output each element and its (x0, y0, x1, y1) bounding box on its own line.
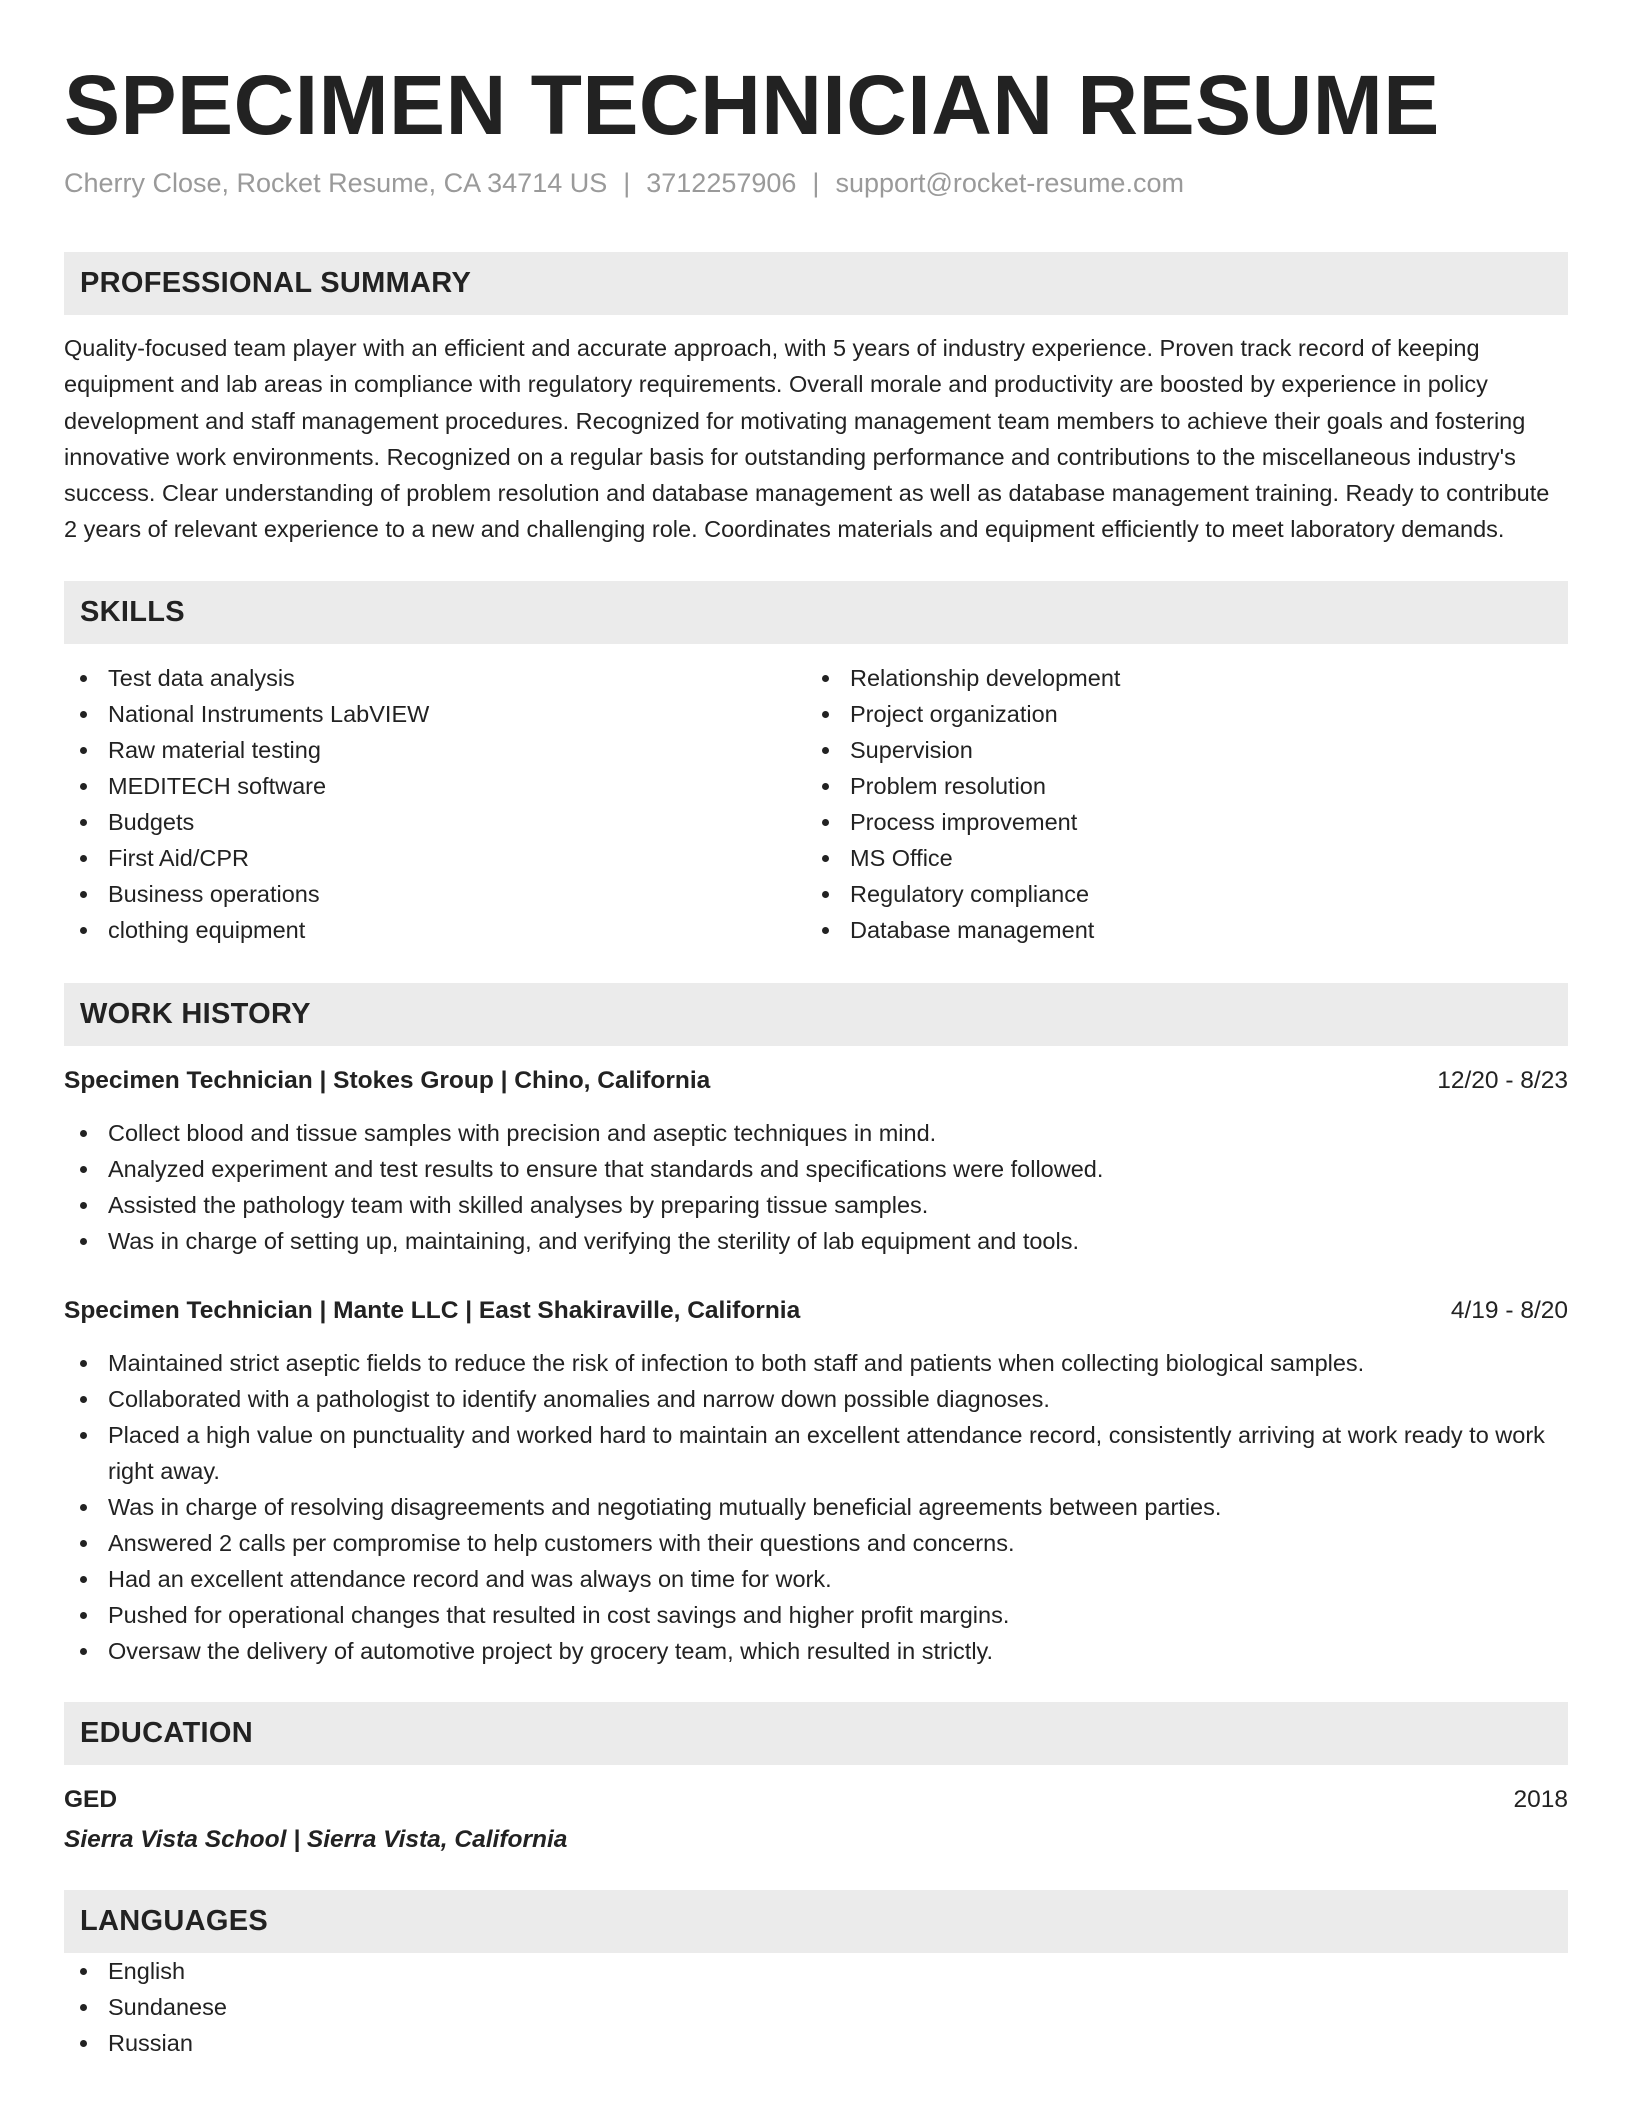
skill-item: First Aid/CPR (64, 840, 806, 876)
job-duty: Assisted the pathology team with skilled analyses by preparing tissue samples. (64, 1187, 1568, 1223)
skill-item: Regulatory compliance (806, 876, 1548, 912)
language-item: English (64, 1953, 1568, 1989)
skill-item: National Instruments LabVIEW (64, 696, 806, 732)
contact-email: support@rocket-resume.com (835, 168, 1184, 198)
skill-item: Database management (806, 912, 1548, 948)
section-heading-education: EDUCATION (64, 1702, 1568, 1765)
skill-item: Supervision (806, 732, 1548, 768)
job-duty: Was in charge of setting up, maintaining, and verifying the sterility of lab equipment and tools. (64, 1223, 1568, 1259)
skill-item: MS Office (806, 840, 1548, 876)
education-year: 2018 (1513, 1785, 1568, 1813)
job-duty: Was in charge of resolving disagreements and negotiating mutually beneficial agreements between parties. (64, 1489, 1568, 1525)
education-header (64, 1782, 1568, 1818)
job-title: Specimen Technician | Stokes Group | Chino, California (64, 1066, 711, 1094)
job-duty: Placed a high value on punctuality and worked hard to maintain an excellent attendance record, consistently arriving at work ready to work right away. (64, 1417, 1568, 1489)
skill-item: MEDITECH software (64, 768, 806, 804)
job-title: Specimen Technician | Mante LLC | East Shakiraville, California (64, 1296, 801, 1324)
job-header (64, 1293, 1568, 1329)
contact-phone: 3712257906 (646, 168, 797, 198)
education-degree: GED (64, 1785, 118, 1813)
language-item: Russian (64, 2025, 1568, 2061)
job-header (64, 1063, 1568, 1099)
resume-title: SPECIMEN TECHNICIAN RESUME (64, 58, 1440, 152)
job-dates: 4/19 - 8/20 (1450, 1296, 1568, 1324)
job-duties (64, 1115, 1568, 1259)
job-duty: Answered 2 calls per compromise to help customers with their questions and concerns. (64, 1525, 1568, 1561)
education-school: Sierra Vista School | Sierra Vista, California (64, 1825, 568, 1853)
section-heading-summary: PROFESSIONAL SUMMARY (64, 252, 1568, 315)
job-entry (64, 1063, 1568, 1259)
skill-item: Problem resolution (806, 768, 1548, 804)
job-entry (64, 1293, 1568, 1669)
job-duty: Had an excellent attendance record and was always on time for work. (64, 1561, 1568, 1597)
skills-list (64, 660, 1568, 948)
skill-item: clothing equipment (64, 912, 806, 948)
section-heading-languages: LANGUAGES (64, 1890, 1568, 1953)
contact-separator: | (623, 168, 631, 198)
job-duty: Collect blood and tissue samples with precision and aseptic techniques in mind. (64, 1115, 1568, 1151)
job-duty: Analyzed experiment and test results to ensure that standards and specifications were followed. (64, 1151, 1568, 1187)
skill-item: Raw material testing (64, 732, 806, 768)
job-duty: Oversaw the delivery of automotive project by grocery team, which resulted in strictly. (64, 1633, 1568, 1669)
job-duty: Maintained strict aseptic fields to reduce the risk of infection to both staff and patients when collecting biological samples. (64, 1345, 1568, 1381)
job-duty: Collaborated with a pathologist to identify anomalies and narrow down possible diagnoses. (64, 1381, 1568, 1417)
skills-column-left (64, 660, 806, 948)
job-dates: 12/20 - 8/23 (1437, 1066, 1568, 1094)
skill-item: Relationship development (806, 660, 1548, 696)
skill-item: Process improvement (806, 804, 1548, 840)
skill-item: Test data analysis (64, 660, 806, 696)
job-duty: Pushed for operational changes that resulted in cost savings and higher profit margins. (64, 1597, 1568, 1633)
skill-item: Budgets (64, 804, 806, 840)
skill-item: Business operations (64, 876, 806, 912)
job-duties (64, 1345, 1568, 1669)
education-entry (64, 1782, 1568, 1858)
skills-column-right (806, 660, 1548, 948)
contact-separator: | (812, 168, 820, 198)
contact-line (64, 165, 1568, 201)
section-heading-skills: SKILLS (64, 581, 1568, 644)
summary-text: Quality-focused team player with an efficient and accurate approach, with 5 years of industry experience. Proven track record of keeping equipment and lab areas in compliance with regulatory requirements. Overall morale and productivity are boosted by experience in policy development and staff management procedures. Recognized for motivating management team members to achieve their goals and fostering innovative work environments. Recognized on a regular basis for outstanding performance and contributions to the miscellaneous industry's success. Clear understanding of problem resolution and database management as well as database management training. Ready to contribute 2 years of relevant experience to a new and challenging role. Coordinates materials and equipment efficiently to meet laboratory demands. (64, 335, 1550, 543)
section-heading-work-history: WORK HISTORY (64, 983, 1568, 1046)
skill-item: Project organization (806, 696, 1548, 732)
languages-list (64, 1953, 1568, 2061)
contact-address: Cherry Close, Rocket Resume, CA 34714 US (64, 168, 608, 198)
language-item: Sundanese (64, 1989, 1568, 2025)
